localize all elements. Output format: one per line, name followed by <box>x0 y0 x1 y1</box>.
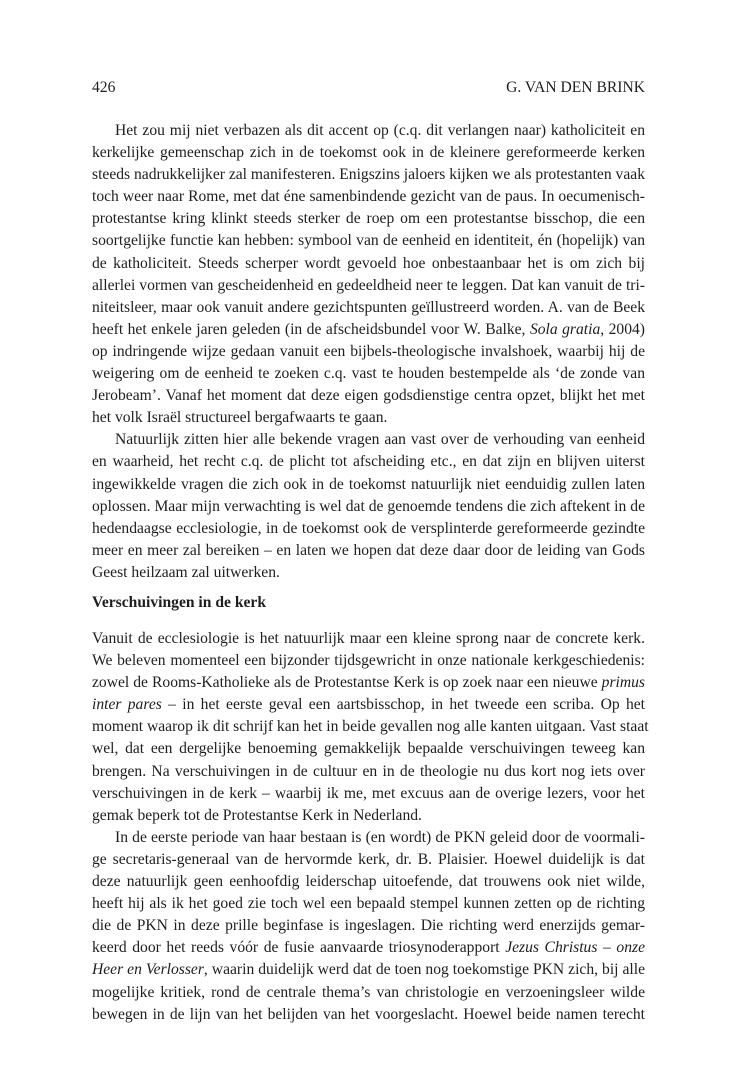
text-segment: ingewikkelde vragen die zich ook in de toekomst natuurlijk niet eenduidig zullen laten <box>92 475 645 493</box>
text-segment: de katholiciteit. Steeds scherper wordt gevoeld hoe onbestaanbaar het is om zich bij <box>92 254 645 272</box>
text-line <box>92 694 645 716</box>
text-line <box>92 385 645 407</box>
italic-text: Sola gratia <box>529 320 601 338</box>
text-segment: moment waarop ik dit schrijf kan het in beide gevallen nog alle kanten uitgaan. Vast staat <box>92 718 649 736</box>
text-line <box>92 827 645 849</box>
text-segment: keerd door het reeds vóór de fusie aanvaarde triosynoderapport <box>92 939 506 957</box>
text-segment: heeft hij als ik het goed zie toch wel een bepaald stempel kunnen zetten op de richting <box>92 895 645 913</box>
text-segment: Jerobeam’. Vanaf het moment dat deze eigen godsdienstige centra opzet, blijkt het met <box>92 387 645 405</box>
text-line <box>92 937 645 959</box>
text-line <box>92 871 645 893</box>
italic-text: primus <box>601 674 645 692</box>
text-line <box>92 230 645 252</box>
text-segment: steeds nadrukkelijker zal manifesteren. Enigszins jaloers kijken we als protestanten vaak <box>92 166 645 184</box>
text-segment: die de PKN in deze prille beginfase is ingeslagen. Die richting werd enerzijds gemar- <box>92 917 645 935</box>
text-segment: en waarheid, het recht c.q. de plicht tot afscheiding etc., en dat zijn en blijven uiterst <box>92 453 645 471</box>
text-segment: In de eerste periode van haar bestaan is (en wordt) de PKN geleid door de voormali- <box>115 828 645 846</box>
section-heading: Verschuivingen in de kerk <box>92 594 267 611</box>
text-segment: ge secretaris-generaal van de hervormde kerk, dr. B. Plaisier. Hoewel duidelijk is dat <box>92 850 645 868</box>
text-segment: zowel de Rooms-Katholieke als de Protestantse Kerk is op zoek naar een nieuwe <box>92 674 602 692</box>
text-line <box>92 716 649 738</box>
text-line <box>92 761 645 783</box>
text-line <box>92 120 645 142</box>
text-line <box>92 496 645 518</box>
text-segment: , 2004) <box>600 320 645 338</box>
text-segment: niteitsleer, maar ook vanuit andere gezichtspunten geïllustreerd worden. A. van de Beek <box>92 298 645 316</box>
text-line <box>92 805 645 827</box>
text-segment: toch weer naar Rome, met dat éne samenbindende gezicht van de paus. In oecumenisch- <box>92 188 645 206</box>
text-line <box>92 650 645 672</box>
running-title: G. VAN DEN BRINK <box>506 79 645 96</box>
text-segment: mogelijke kritiek, rond de centrale thema’s van christologie en verzoeningsleer wilde <box>92 983 645 1001</box>
text-segment: Vanuit de ecclesiologie is het natuurlijk maar een kleine sprong naar de concrete kerk. <box>92 630 645 647</box>
text-line <box>92 164 645 186</box>
text-segment: het volk Israël structureel bergafwaarts te gaan. <box>92 409 388 427</box>
text-line <box>92 518 645 540</box>
text-segment: Natuurlijk zitten hier alle bekende vragen aan vast over de verhouding van eenheid <box>115 431 645 449</box>
text-line <box>92 959 645 981</box>
text-segment: heeft het enkele jaren geleden (in de afscheidsbundel voor W. Balke, <box>92 320 530 338</box>
text-line <box>92 783 645 805</box>
text-line <box>92 628 645 650</box>
text-segment: op indringende wijze gedaan vanuit een bijbels-theologische invalshoek, waarbij hij de <box>92 342 645 360</box>
text-segment: weigering om de eenheid te zoeken c.q. vast te houden bestempelde als ‘de zonde van <box>92 365 645 383</box>
text-line <box>92 915 645 937</box>
text-line <box>92 407 645 429</box>
text-line <box>92 429 645 451</box>
text-segment: kerkelijke gemeenschap zich in de toekomst ook in de kleinere gereformeerde kerken <box>92 144 645 162</box>
text-segment: gemak beperk tot de Protestantse Kerk in Nederland. <box>92 806 422 824</box>
text-line <box>92 341 645 363</box>
text-line <box>92 451 645 473</box>
text-line <box>92 738 645 760</box>
running-header <box>92 78 645 98</box>
text-line <box>92 253 645 275</box>
text-segment: verschuivingen in de kerk – waarbij ik me, met excuus aan de overige lezers, voor het <box>92 784 645 802</box>
text-line <box>92 208 645 230</box>
text-line <box>92 142 645 164</box>
text-segment: meer en meer zal bereiken – en laten we hopen dat deze daar door de leiding van Gods <box>92 541 645 559</box>
text-line <box>92 186 645 208</box>
italic-text: inter pares <box>92 696 162 714</box>
text-line <box>92 893 645 915</box>
italic-text: Jezus Christus – onze <box>505 939 645 957</box>
text-line <box>92 540 645 562</box>
text-line <box>92 363 645 385</box>
body-text-after-heading <box>92 628 649 1026</box>
text-segment: protestantse kring klinkt steeds sterker de roep om een protestantse bisschop, die een <box>92 210 645 228</box>
page-number: 426 <box>92 79 116 96</box>
text-line <box>92 562 645 584</box>
paragraph <box>92 120 645 429</box>
text-segment: Het zou mij niet verbazen als dit accent op (c.q. dit verlangen naar) katholiciteit en <box>115 122 645 139</box>
text-segment: soortgelijke functie kan hebben: symbool van de eenheid en identiteit, én (hopelijk) van <box>92 232 645 250</box>
text-segment: oplossen. Maar mijn verwachting is wel dat de genoemde tendens die zich aftekent in de <box>92 497 645 515</box>
body-text-before-heading <box>92 120 645 584</box>
text-line <box>92 319 645 341</box>
text-line <box>92 1004 645 1026</box>
text-segment: Geest heilzaam zal uitwerken. <box>92 563 280 581</box>
paragraph <box>92 429 645 584</box>
text-segment: – in het eerste geval een aartsbisschop, in het tweede een scriba. Op het <box>161 696 645 714</box>
text-segment: hedendaagse ecclesiologie, in de toekomst ook de versplinterde gereformeerde gezindte <box>92 519 645 537</box>
text-line <box>92 297 645 319</box>
text-segment: allerlei vormen van gescheidenheid en gedeeldheid neer te leggen. Dat kan vanuit de tri- <box>92 276 645 294</box>
text-line <box>92 672 645 694</box>
text-line <box>92 849 645 871</box>
text-segment: bewegen in de lijn van het belijden van het voorgeslacht. Hoewel beide namen terecht <box>92 1005 645 1023</box>
text-line <box>92 275 645 297</box>
text-segment: , waarin duidelijk werd dat de toen nog toekomstige PKN zich, bij alle <box>203 961 646 979</box>
paragraph <box>92 827 645 1026</box>
text-line <box>92 474 645 496</box>
text-segment: We beleven momenteel een bijzonder tijdsgewricht in onze nationale kerkgeschiedenis: <box>92 652 645 670</box>
text-segment: deze natuurlijk geen eenhoofdig leiderschap uitoefende, dat trouwens ook niet wilde, <box>92 873 645 891</box>
italic-text: Heer en Verlosser <box>92 961 204 979</box>
text-segment: brengen. Na verschuivingen in de cultuur en in de theologie nu dus kort nog iets over <box>92 762 645 780</box>
text-line <box>92 982 645 1004</box>
text-segment: wel, dat een dergelijke benoeming gemakkelijk bepaalde verschuivingen teweeg kan <box>92 740 645 758</box>
paragraph <box>92 628 649 827</box>
